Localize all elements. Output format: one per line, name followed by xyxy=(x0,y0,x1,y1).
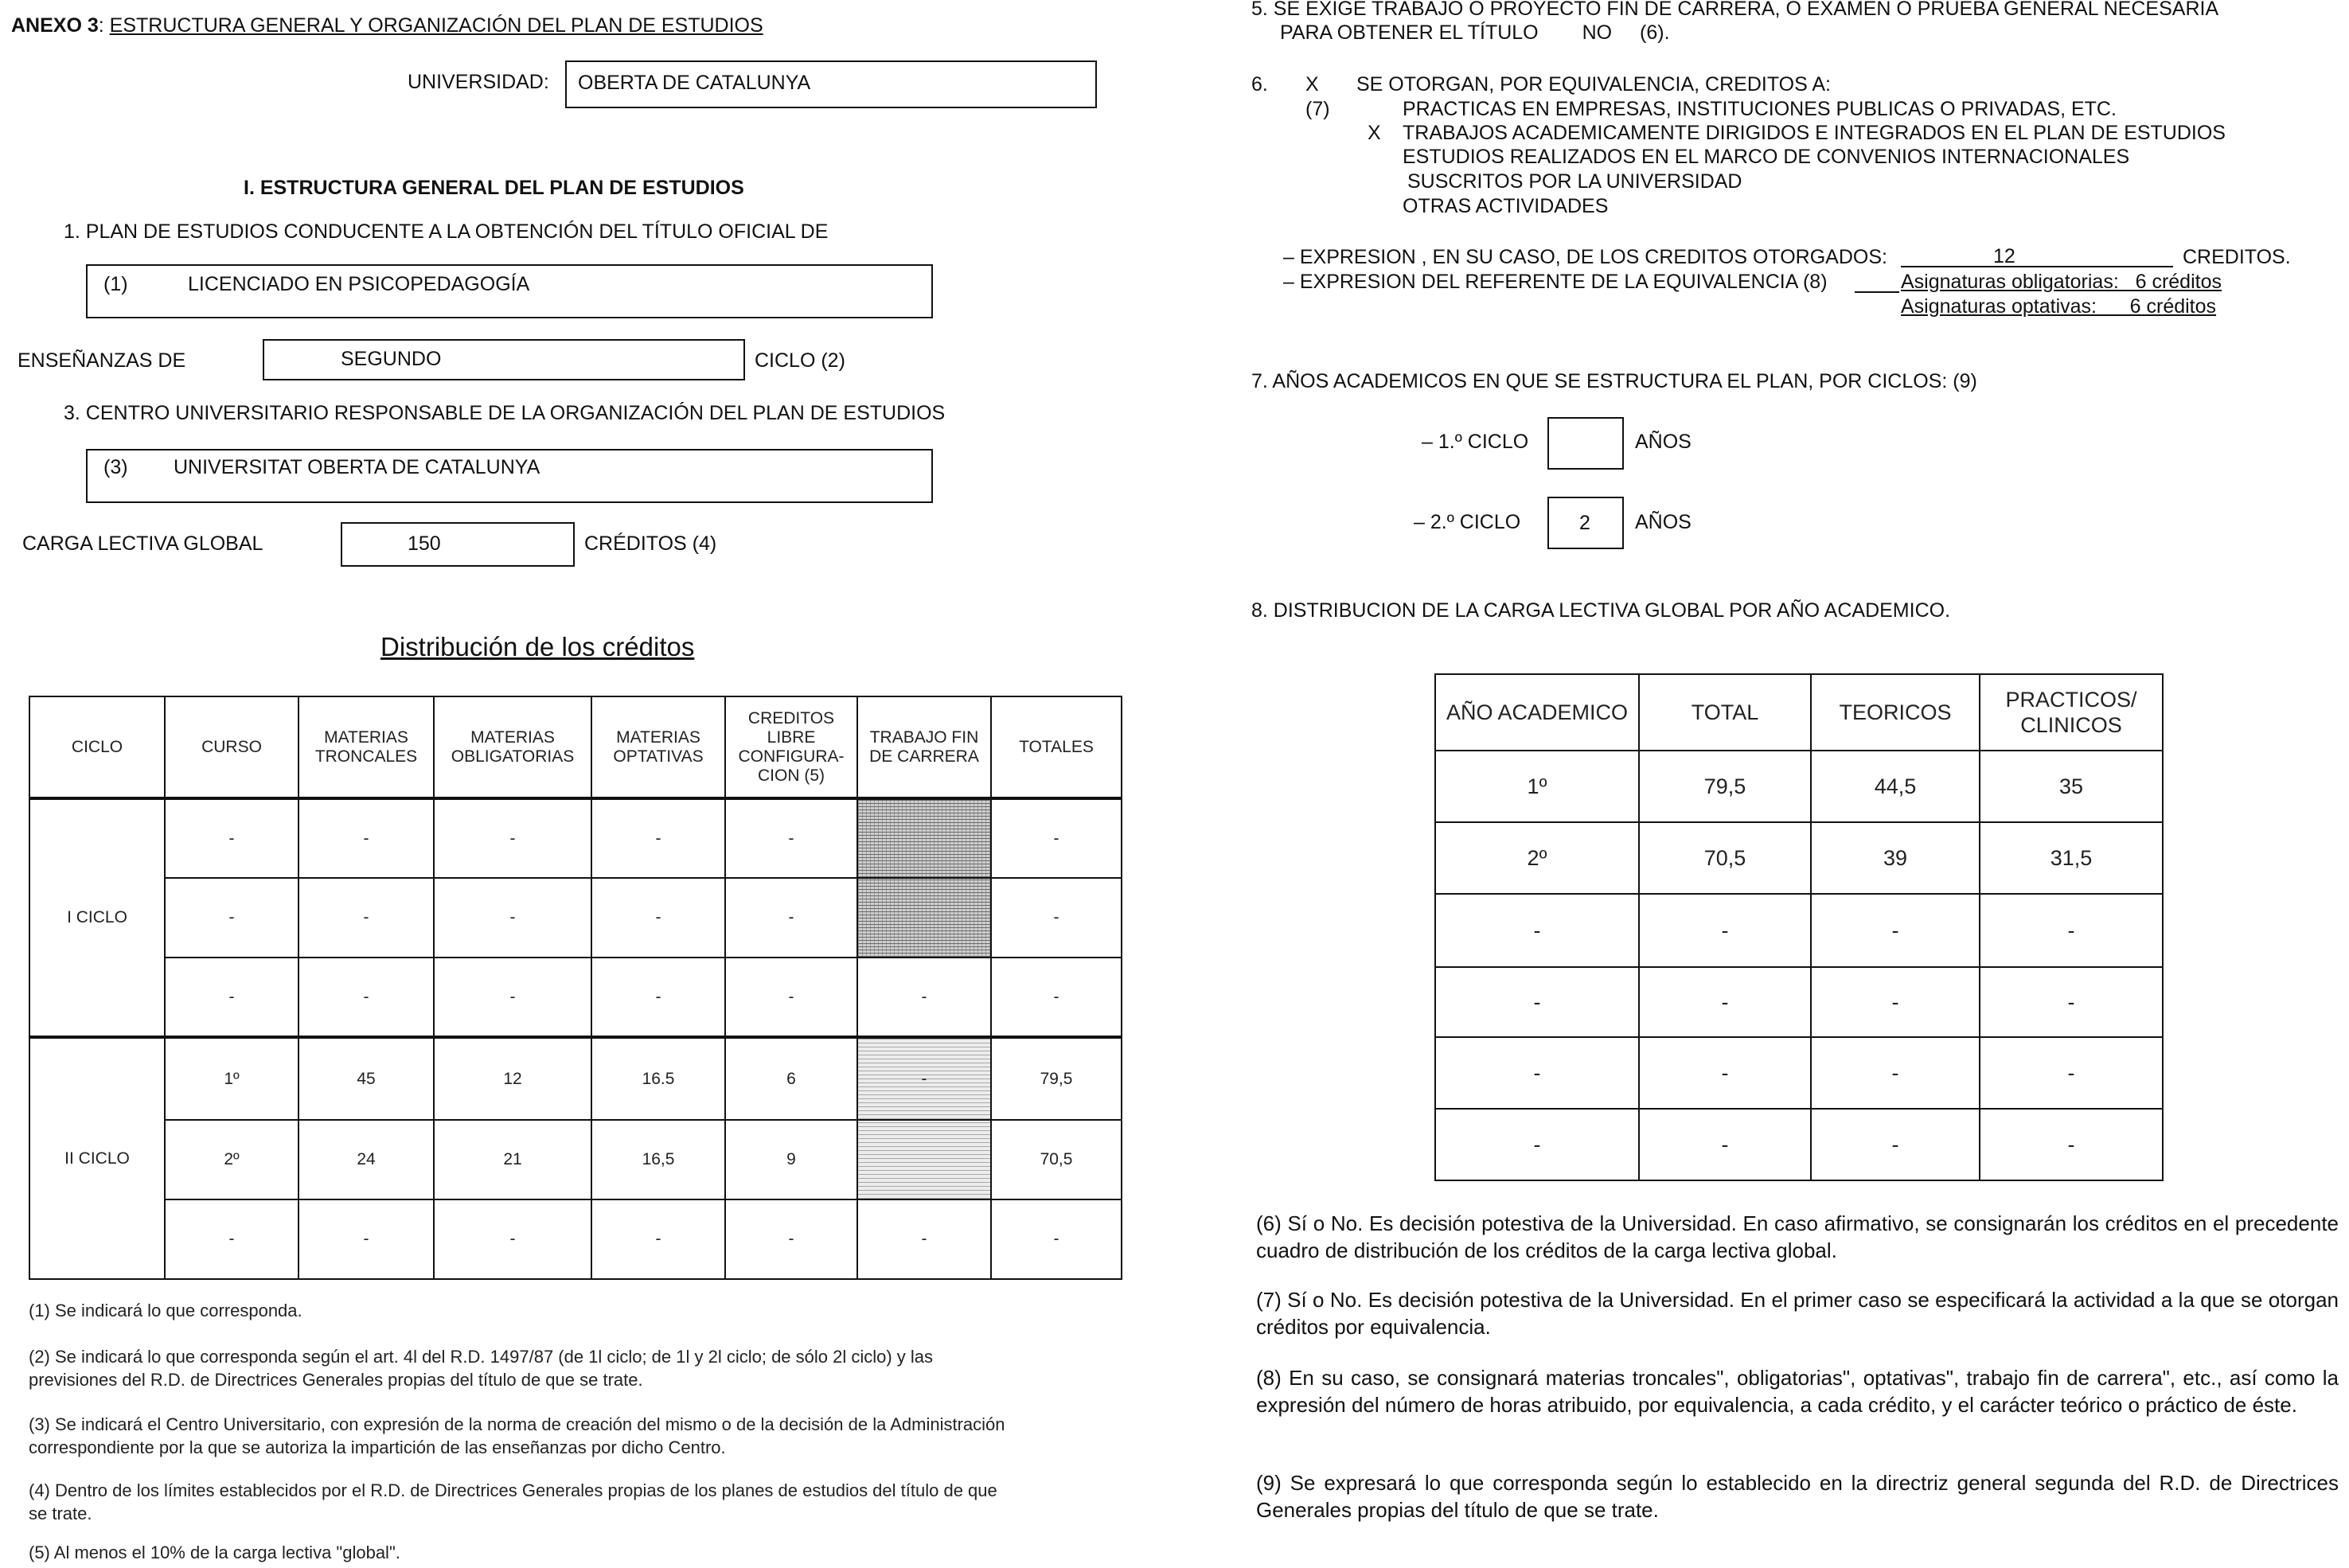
header-teoricos: TEORICOS xyxy=(1811,674,1980,751)
item6-option-3a: ESTUDIOS REALIZADOS EN EL MARCO DE CONVENIOS INTERNACIONALES xyxy=(1403,146,2130,168)
annex-prefix: ANEXO 3 xyxy=(11,14,99,37)
ciclo2-years-box xyxy=(1547,497,1624,549)
title-value: LICENCIADO EN PSICOPEDAGOGÍA xyxy=(188,273,530,295)
item6-text: SE OTORGAN, POR EQUIVALENCIA, CREDITOS A: xyxy=(1356,73,1831,96)
item6-num: 6. xyxy=(1251,73,1268,96)
ensenanzas-value: SEGUNDO xyxy=(341,348,442,370)
note-9: (9) Se expresará lo que corresponda según lo establecido en la directriz general segunda del R.D. de Directrices Generales propias del título de que se trate. xyxy=(1256,1471,2339,1522)
table-cell: - xyxy=(1435,894,1639,967)
item6-option-4: OTRAS ACTIVIDADES xyxy=(1403,195,1609,217)
table-row xyxy=(1435,1109,2163,1180)
table-cell: - xyxy=(1811,1109,1980,1180)
annex-title: ESTRUCTURA GENERAL Y ORGANIZACIÓN DEL PLAN DE ESTUDIOS xyxy=(109,14,763,37)
header-trabajo-fin-carrera: TRABAJO FIN DE CARRERA xyxy=(857,696,991,798)
table-cell: - xyxy=(434,878,591,958)
table-cell: - xyxy=(434,1199,591,1279)
table-cell: - xyxy=(725,878,857,958)
carga-value: 150 xyxy=(408,532,441,555)
header-troncales: MATERIAS TRONCALES xyxy=(299,696,434,798)
item5-answer: NO xyxy=(1582,21,1613,44)
hatched-cell: - xyxy=(857,1037,991,1120)
carga-box xyxy=(341,522,575,567)
table-cell: 21 xyxy=(434,1120,591,1199)
table-cell: - xyxy=(1980,894,2163,967)
table-cell: - xyxy=(1435,1109,1639,1180)
table-cell: - xyxy=(591,1199,725,1279)
hatched-cell xyxy=(857,878,991,958)
header-totales: TOTALES xyxy=(991,696,1122,798)
ciclo-label: CICLO (2) xyxy=(755,349,845,372)
table-cell: 70,5 xyxy=(1639,822,1811,894)
table-cell: - xyxy=(299,798,434,878)
table-cell: - xyxy=(991,1199,1122,1279)
item1-label: 1. PLAN DE ESTUDIOS CONDUCENTE A LA OBTENCIÓN DEL TÍTULO OFICIAL DE xyxy=(64,220,829,243)
table-row xyxy=(1435,894,2163,967)
footnote-4: (4) Dentro de los límites establecidos por el R.D. de Directrices Generales propias de los planes de estudios del título de que se trate. xyxy=(29,1480,997,1523)
table-cell: 44,5 xyxy=(1811,751,1980,822)
footnote-2: (2) Se indicará lo que corresponda según el art. 4l del R.D. 1497/87 (de 1l ciclo; de 1l y 2l ciclo; de sólo 2l ciclo) y las previsiones del R.D. de Directrices Generales propias del título de que se trate. xyxy=(29,1347,934,1390)
centro-value: UNIVERSITAT OBERTA DE CATALUNYA xyxy=(174,456,540,478)
expr1-unit: CREDITOS. xyxy=(2183,246,2291,268)
table-cell: - xyxy=(857,1199,991,1279)
expr1-value: 12 xyxy=(1993,245,2015,267)
table-cell: - xyxy=(1980,1037,2163,1109)
table-cell: - xyxy=(1639,967,1811,1037)
header-ciclo: CICLO xyxy=(29,696,165,798)
annex-colon: : xyxy=(98,14,104,37)
table-cell: - xyxy=(591,878,725,958)
centro-ref: (3) xyxy=(103,456,128,478)
ciclo2-years-value: 2 xyxy=(1579,512,1590,534)
item3-label: 3. CENTRO UNIVERSITARIO RESPONSABLE DE LA ORGANIZACIÓN DEL PLAN DE ESTUDIOS xyxy=(64,402,946,424)
table-row xyxy=(29,798,1122,878)
item8-label: 8. DISTRIBUCION DE LA CARGA LECTIVA GLOBAL POR AÑO ACADEMICO. xyxy=(1251,599,1951,622)
item6-option-2: TRABAJOS ACADEMICAMENTE DIRIGIDOS E INTEGRADOS EN EL PLAN DE ESTUDIOS xyxy=(1403,122,2226,144)
item6-x: X xyxy=(1305,73,1319,96)
carga-label: CARGA LECTIVA GLOBAL xyxy=(22,532,263,555)
table-row xyxy=(1435,1037,2163,1109)
header-ano-academico: AÑO ACADEMICO xyxy=(1435,674,1639,751)
footnote-1: (1) Se indicará lo que corresponda. xyxy=(29,1301,302,1320)
universidad-label: UNIVERSIDAD: xyxy=(408,71,549,93)
credit-distribution-table xyxy=(29,696,1122,1280)
table-row xyxy=(1435,751,2163,822)
universidad-value: OBERTA DE CATALUNYA xyxy=(578,72,811,94)
ciclo2-cell: II CICLO xyxy=(29,1037,165,1279)
table-row xyxy=(1435,967,2163,1037)
table-row xyxy=(29,1037,1122,1120)
expr2-line-2: Asignaturas optativas: 6 créditos xyxy=(1901,295,2217,318)
annex-heading xyxy=(11,14,763,37)
header-practicos: PRACTICOS/ CLINICOS xyxy=(1980,674,2163,751)
table-cell: - xyxy=(725,958,857,1037)
table-cell: - xyxy=(299,878,434,958)
table-cell: 16.5 xyxy=(591,1037,725,1120)
creditos-label: CRÉDITOS (4) xyxy=(584,532,717,555)
item5-ref: (6). xyxy=(1640,21,1670,44)
table-cell: - xyxy=(591,958,725,1037)
footnote-3: (3) Se indicará el Centro Universitario, con expresión de la norma de creación del mismo o de la decisión de la Administración correspondiente por la que se autoriza la impartición de las enseñanzas por dicho Centro. xyxy=(29,1414,1005,1457)
header-optativas: MATERIAS OPTATIVAS xyxy=(591,696,725,798)
table-cell: - xyxy=(1811,1037,1980,1109)
section-title: I. ESTRUCTURA GENERAL DEL PLAN DE ESTUDIOS xyxy=(244,177,744,199)
year-header-row xyxy=(1435,674,2163,751)
table-cell: 45 xyxy=(299,1037,434,1120)
table-cell: - xyxy=(299,1199,434,1279)
item5-text: PARA OBTENER EL TÍTULO xyxy=(1280,21,1539,44)
table-row xyxy=(29,878,1122,958)
table-cell: - xyxy=(1639,1109,1811,1180)
table-cell: 2º xyxy=(165,1120,299,1199)
note-6: (6) Sí o No. Es decisión potestiva de la Universidad. En caso afirmativo, se consignarán los créditos en el precedente cuadro de distribución de los créditos de la carga lectiva global. xyxy=(1256,1211,2339,1262)
ciclo1-years-label: – 1.º CICLO xyxy=(1422,431,1529,453)
table-cell: 2º xyxy=(1435,822,1639,894)
table-cell: 1º xyxy=(1435,751,1639,822)
expr1-line xyxy=(1901,266,2173,267)
table-cell: - xyxy=(725,1199,857,1279)
table-cell: 79,5 xyxy=(991,1037,1122,1120)
item6-option-2-x: X xyxy=(1368,122,1381,144)
header-curso: CURSO xyxy=(165,696,299,798)
dist-header-row xyxy=(29,696,1122,798)
table-cell: - xyxy=(591,798,725,878)
table-row xyxy=(1435,822,2163,894)
expr2-line-1: Asignaturas obligatorias: 6 créditos xyxy=(1901,271,2222,293)
title-ref: (1) xyxy=(103,273,128,295)
header-obligatorias: MATERIAS OBLIGATORIAS xyxy=(434,696,591,798)
ciclo1-cell: I CICLO xyxy=(29,798,165,1037)
table-cell: - xyxy=(165,1199,299,1279)
table-cell: - xyxy=(991,798,1122,878)
item6-option-1: PRACTICAS EN EMPRESAS, INSTITUCIONES PUBLICAS O PRIVADAS, ETC. xyxy=(1403,98,2117,120)
table-cell: - xyxy=(857,958,991,1037)
table-cell: - xyxy=(165,878,299,958)
table-cell: 79,5 xyxy=(1639,751,1811,822)
table-cell: 24 xyxy=(299,1120,434,1199)
table-cell: - xyxy=(1435,1037,1639,1109)
table-cell: - xyxy=(991,878,1122,958)
table-cell: - xyxy=(1811,894,1980,967)
header-total: TOTAL xyxy=(1639,674,1811,751)
table-row xyxy=(29,1120,1122,1199)
ciclo1-years-box xyxy=(1547,417,1624,470)
table-cell: - xyxy=(1811,967,1980,1037)
table-cell: 1º xyxy=(165,1037,299,1120)
table-cell: - xyxy=(725,798,857,878)
table-cell: - xyxy=(299,958,434,1037)
ensenanzas-label: ENSEÑANZAS DE xyxy=(18,349,186,372)
table-cell: 39 xyxy=(1811,822,1980,894)
table-cell: - xyxy=(165,958,299,1037)
table-cell: 6 xyxy=(725,1037,857,1120)
table-cell: 31,5 xyxy=(1980,822,2163,894)
note-8: (8) En su caso, se consignará materias troncales", obligatorias", optativas", trabajo fin de carrera", etc., así como la expresión del número de horas atribuido, por equivalencia, a cada crédito, y el carácter teórico o práctico de éste. xyxy=(1256,1366,2339,1417)
ciclo2-years-label: – 2.º CICLO xyxy=(1414,511,1521,533)
item5-line2 xyxy=(1280,21,1670,45)
table-cell: - xyxy=(434,798,591,878)
table-cell: - xyxy=(1980,967,2163,1037)
centro-box xyxy=(86,449,933,503)
dist-title: Distribución de los créditos xyxy=(380,632,695,661)
item6-option-3b: SUSCRITOS POR LA UNIVERSIDAD xyxy=(1407,170,1742,193)
title-box xyxy=(86,264,933,318)
ensenanzas-box xyxy=(263,339,745,380)
footnote-5: (5) Al menos el 10% de la carga lectiva "global". xyxy=(29,1543,400,1562)
table-cell: - xyxy=(991,958,1122,1037)
expr2-label: – EXPRESION DEL REFERENTE DE LA EQUIVALENCIA (8) xyxy=(1283,271,1828,293)
table-cell: - xyxy=(1435,967,1639,1037)
table-cell: 9 xyxy=(725,1120,857,1199)
item6-ref: (7) xyxy=(1305,98,1330,120)
table-cell: 35 xyxy=(1980,751,2163,822)
ciclo2-anos-label: AÑOS xyxy=(1635,511,1692,533)
ciclo1-anos-label: AÑOS xyxy=(1635,431,1692,453)
expr1-label: – EXPRESION , EN SU CASO, DE LOS CREDITOS OTORGADOS: xyxy=(1283,246,1887,268)
table-cell: - xyxy=(1980,1109,2163,1180)
universidad-box xyxy=(565,60,1097,108)
table-cell: - xyxy=(434,958,591,1037)
table-cell: - xyxy=(165,798,299,878)
table-row xyxy=(29,958,1122,1037)
table-cell: - xyxy=(1639,894,1811,967)
item7-label: 7. AÑOS ACADEMICOS EN QUE SE ESTRUCTURA EL PLAN, POR CICLOS: (9) xyxy=(1251,370,1977,392)
hatched-cell xyxy=(857,798,991,878)
table-cell: 70,5 xyxy=(991,1120,1122,1199)
hatched-cell xyxy=(857,1120,991,1199)
table-row xyxy=(29,1199,1122,1279)
expr2-line xyxy=(1855,291,1899,293)
header-libre-configuracion: CREDITOS LIBRE CONFIGURA-CION (5) xyxy=(725,696,857,798)
table-cell: - xyxy=(1639,1037,1811,1109)
item5-line1: 5. SE EXIGE TRABAJO O PROYECTO FIN DE CARRERA, O EXAMEN O PRUEBA GENERAL NECESARIA xyxy=(1251,0,2219,20)
table-cell: 12 xyxy=(434,1037,591,1120)
table-cell: 16,5 xyxy=(591,1120,725,1199)
year-distribution-table xyxy=(1434,673,2164,1181)
note-7: (7) Sí o No. Es decisión potestiva de la Universidad. En el primer caso se especificará la actividad a la que se otorgan créditos por equivalencia. xyxy=(1256,1288,2339,1339)
